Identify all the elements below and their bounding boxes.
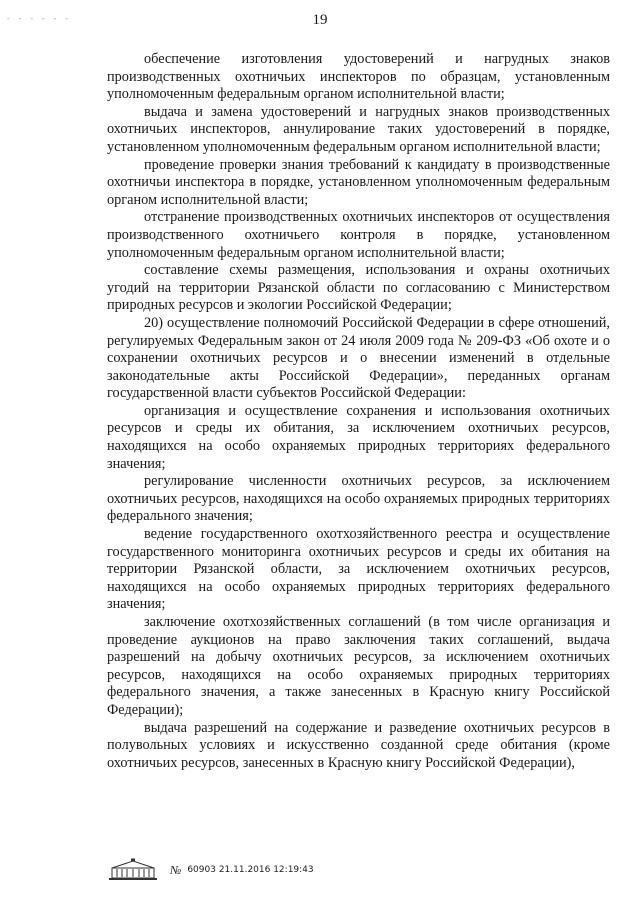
paragraph: регулирование численности охотничьих ресурсов, за исключением охотничьих ресурсов, находящихся на особо охраняемых природных территориях федерального значения; <box>107 473 610 525</box>
paragraph: ведение государственного охотхозяйственного реестра и осуществление государственного мониторинга охотничьих ресурсов и среды их обитания на территории Рязанской области, за исключением охотничьих ресурсов, находящихся на особо охраняемых природных территориях федерального значения; <box>107 526 610 613</box>
paragraph: выдача и замена удостоверений и нагрудных знаков производственных охотничьих инспекторов, аннулирование таких удостоверений в порядке, установленном уполномоченным федеральным органом исполнительной власти; <box>107 103 610 155</box>
registration-stamp <box>170 863 314 878</box>
registration-text: 60903 21.11.2016 12:19:43 <box>187 865 314 875</box>
paragraph: выдача разрешений на содержание и разведение охотничьих ресурсов в полувольных условиях и искусственно созданной среде обитания (кроме охотничьих ресурсов, занесенных в Красную книгу Российской Федерации), <box>107 719 610 771</box>
paragraph: составление схемы размещения, использования и охраны охотничьих угодий на территории Рязанской области по согласованию с Министерством природных ресурсов и экологии Российской Федерации; <box>107 262 610 314</box>
document-footer <box>108 858 314 882</box>
number-sign: № <box>170 862 182 877</box>
page-number: 19 <box>312 12 328 28</box>
paragraph: 20) осуществление полномочий Российской Федерации в сфере отношений, регулируемых Федеральным закон от 24 июля 2009 года № 209-ФЗ «Об охоте и о сохранении охотничьих ресурсов и о внесении изменений в отдельные законодательные акты Российской Федерации», переданных органам государственной власти субъектов Российской Федерации: <box>107 314 610 402</box>
paragraph: заключение охотхозяйственных соглашений (в том числе организация и проведение аукционов на право заключения таких соглашений, выдача разрешений на добычу охотничьих ресурсов, за исключением охотничьих ресурсов, находящихся на особо охраняемых природных территориях федерального значения, а также занесенных в Красную книгу Российской Федерации); <box>107 614 610 718</box>
paragraph: организация и осуществление сохранения и использования охотничьих ресурсов и среды их обитания, за исключением охотничьих ресурсов, находящихся на особо охраняемых природных территориях федерального значения; <box>107 402 610 472</box>
paragraph: отстранение производственных охотничьих инспекторов от осуществления производственного охотничьего контроля в порядке, установленном уполномоченным федеральным органом исполнительной власти; <box>107 209 610 261</box>
document-body <box>107 51 610 772</box>
paragraph: обеспечение изготовления удостоверений и нагрудных знаков производственных охотничьих инспекторов по образцам, установленным уполномоченным федеральным органом исполнительной власти; <box>107 51 610 103</box>
parliament-building-icon <box>108 858 158 882</box>
scan-corner-mark: - - - - - - <box>6 14 70 23</box>
paragraph: проведение проверки знания требований к кандидату в производственные охотничьи инспектора в порядке, установленном уполномоченным федеральным органом исполнительной власти; <box>107 156 610 208</box>
